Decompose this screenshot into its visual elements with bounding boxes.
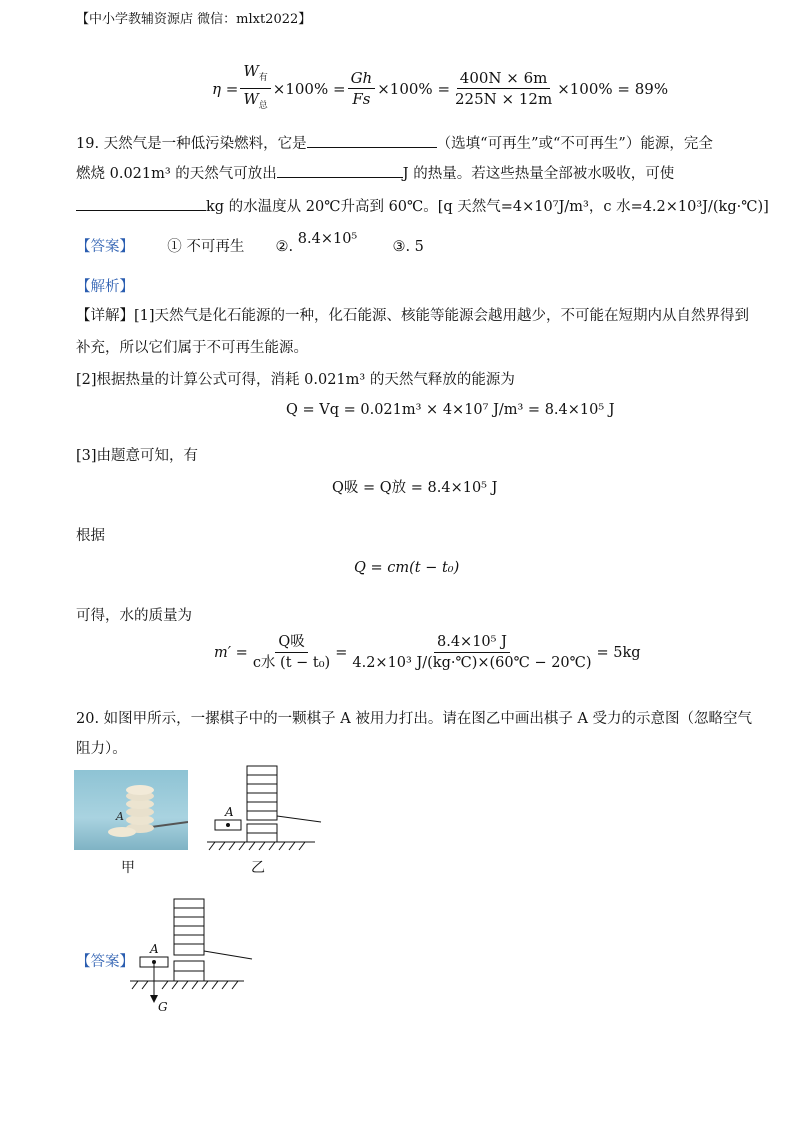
times-2: ×100% =	[377, 79, 451, 98]
times-1: ×100% =	[272, 79, 346, 98]
equation-4: m′ = $\frac{\text{Q吸}}{\text{c水 (t − t₀)}}$ = $\frac{\text{8.4×10⁵ J}}{\text{4.2×10³ J/(kg·℃)×(60℃ − 20℃)}}$ = 5kg	[214, 634, 641, 671]
q20-line1: 20. 如图甲所示，一摞棋子中的一颗棋子 A 被用力打出。请在图乙中画出棋子 A 受力的示意图（忽略空气	[76, 711, 753, 727]
figure-jia-photo	[74, 770, 188, 850]
header-watermark: 【中小学教辅资源店 微信：mlxt2022】	[76, 12, 312, 27]
q19-line2: 燃烧 0.021m³ 的天然气可放出 J 的热量。若这些热量全部被水吸收，可使	[76, 160, 674, 188]
blank-3[interactable]	[76, 196, 206, 211]
detail-line5: 根据	[76, 528, 105, 544]
svg-text:A: A	[150, 942, 159, 956]
svg-text:A: A	[116, 810, 124, 823]
w-fraction: $\frac{W_有}{W_总}$	[240, 62, 270, 115]
q20-answer-label: 【答案】	[76, 954, 134, 970]
checker-stack-photo	[74, 770, 188, 850]
blank-2[interactable]	[277, 163, 403, 178]
equation-1: Q = Vq = 0.021m³ × 4×10⁷ J/m³ = 8.4×10⁵ J	[286, 402, 615, 418]
eta-symbol: η =	[212, 79, 239, 98]
q19-answer: 【答案】 ① 不可再生 ②. 8.4×10⁵ ③. 5	[76, 231, 424, 255]
figure-yi-diagram	[205, 762, 335, 852]
svg-text:G: G	[158, 1000, 168, 1014]
detail-line2: 补充，所以它们属于不可再生能源。	[76, 340, 308, 356]
equation-2: Q吸 = Q放 = 8.4×10⁵ J	[332, 480, 498, 496]
gh-fraction: $\frac{Gh}{Fs}$	[348, 69, 376, 108]
equation-3: Q = cm(t − t₀)	[354, 560, 460, 576]
analysis-label: 【解析】	[76, 279, 134, 295]
detail-line1: 【详解】[1]天然气是化石能源的一种，化石能源、核能等能源会越用越少，不可能在短期内从自然界得到	[76, 308, 750, 324]
calc-fraction: $\frac{400N \times 6m}{225N \times 12m}$	[455, 69, 553, 108]
efficiency-formula	[212, 62, 668, 115]
svg-text:A: A	[225, 805, 234, 819]
detail-line3: [2]根据热量的计算公式可得，消耗 0.021m³ 的天然气释放的能源为	[76, 372, 515, 388]
q19-line1: 19. 天然气是一种低污染燃料，它是 （选填“可再生”或“不可再生”）能源，完全	[76, 130, 713, 158]
detail-line6: 可得，水的质量为	[76, 608, 192, 624]
figure-jia-caption: 甲	[121, 860, 135, 876]
detail-line4: [3]由题意可知，有	[76, 448, 199, 464]
times-3: ×100% = 89%	[557, 79, 669, 98]
q20-line2: 阻力）。	[76, 741, 127, 757]
answer-diagram	[128, 895, 258, 1015]
figure-yi-caption: 乙	[251, 860, 265, 876]
blank-1[interactable]	[307, 133, 437, 148]
q19-line3: kg 的水温度从 20℃升高到 60℃。[q 天然气=4×10⁷J/m³，c 水=4.2×10³J/(kg·℃)]	[76, 193, 769, 221]
